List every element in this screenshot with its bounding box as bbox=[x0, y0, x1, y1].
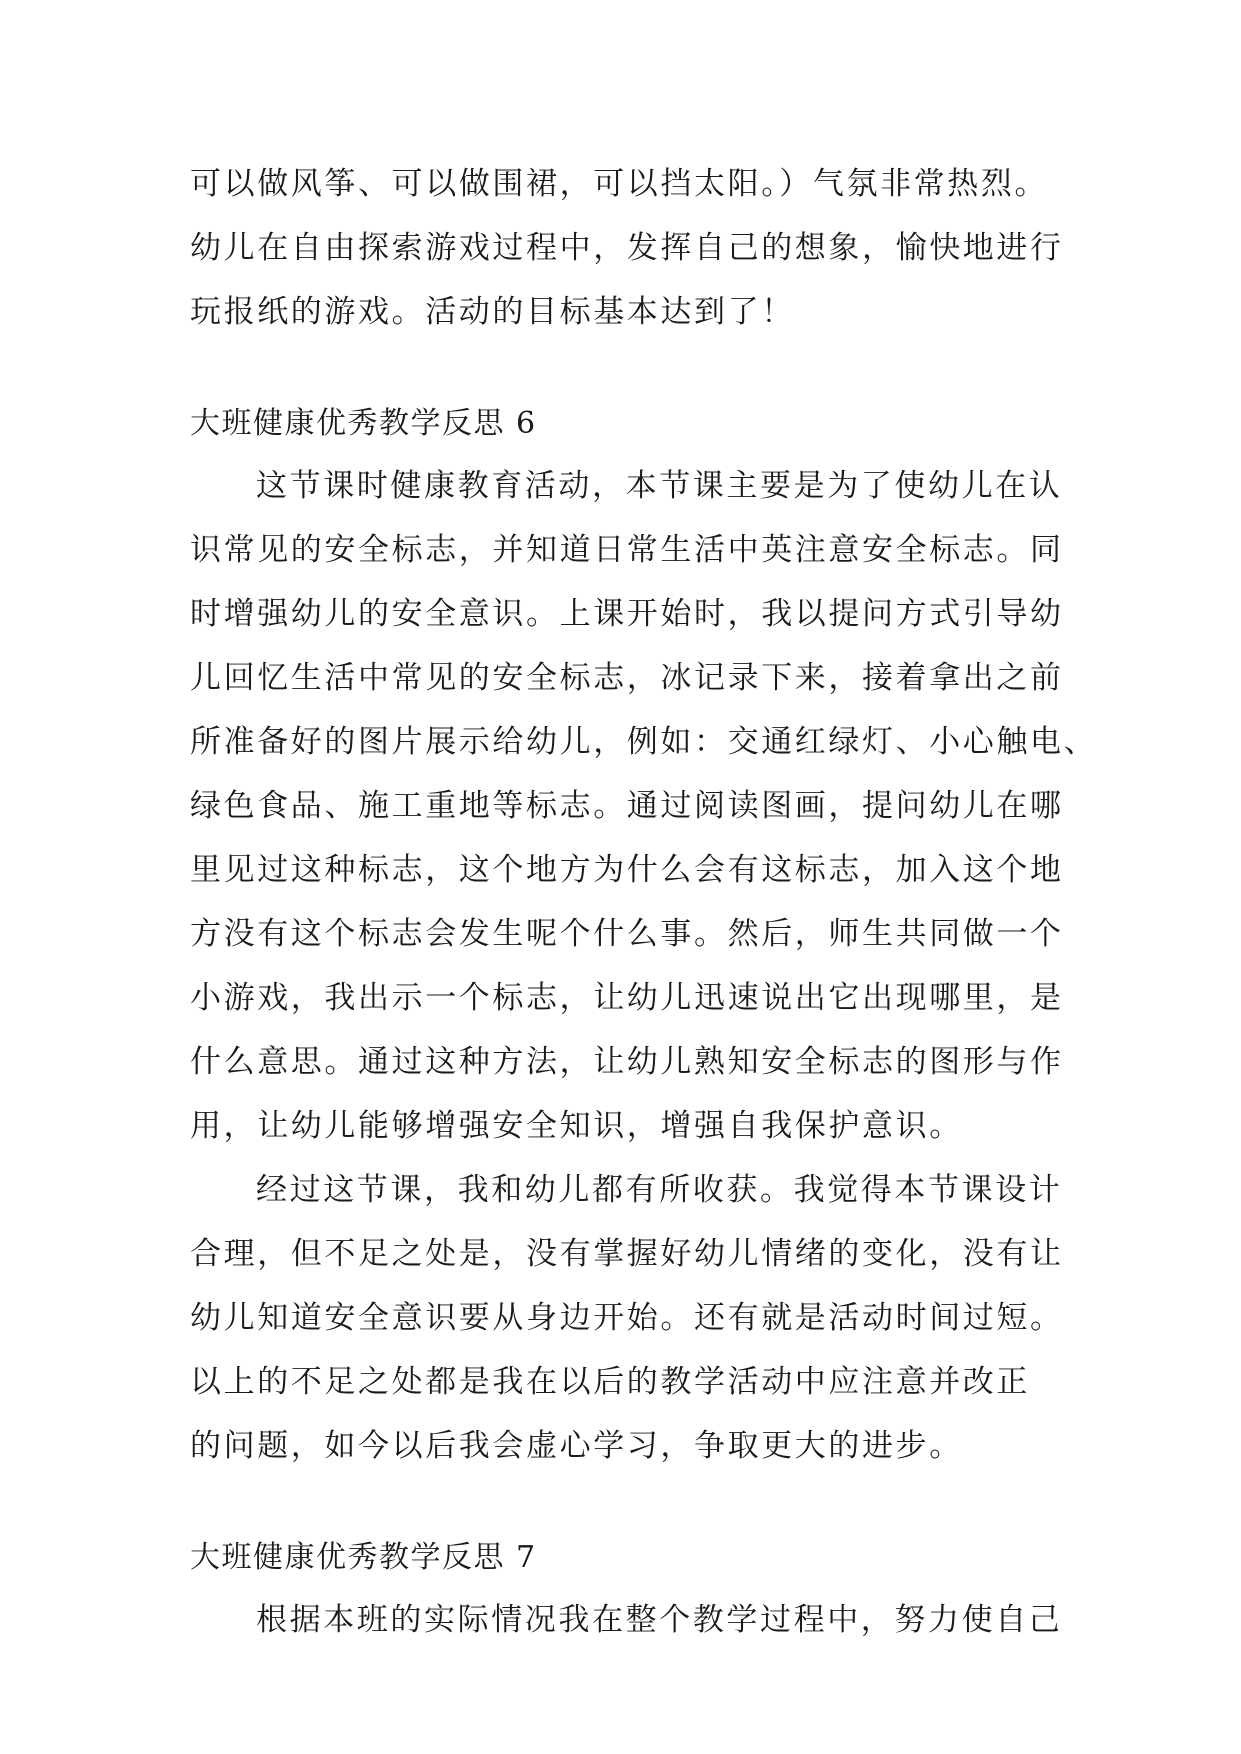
section-6-para1-line-11: 用，让幼儿能够增强安全知识，增强自我保护意识。 bbox=[190, 1108, 963, 1144]
intro-line-3: 玩报纸的游戏。活动的目标基本达到了！ bbox=[190, 294, 795, 330]
section-6-para2-line-2: 合理，但不足之处是，没有掌握好幼儿情绪的变化，没有让 bbox=[190, 1236, 1064, 1272]
section-7-para1-line-1: 根据本班的实际情况我在整个教学过程中，努力使自己 bbox=[256, 1602, 1063, 1638]
section-6-para1-line-5: 所准备好的图片展示给幼儿，例如：交通红绿灯、小心触电、 bbox=[190, 724, 1098, 760]
section-6-para1-line-7: 里见过这种标志，这个地方为什么会有这标志，加入这个地 bbox=[190, 852, 1064, 888]
section-6-para2-line-4: 以上的不足之处都是我在以后的教学活动中应注意并改正 bbox=[190, 1364, 1030, 1400]
section-6-para1-line-2: 识常见的安全标志，并知道日常生活中英注意安全标志。同 bbox=[190, 532, 1064, 568]
section-6-para1-line-6: 绿色食品、施工重地等标志。通过阅读图画，提问幼儿在哪 bbox=[190, 788, 1064, 824]
section-6-para2-line-3: 幼儿知道安全意识要从身边开始。还有就是活动时间过短。 bbox=[190, 1300, 1064, 1336]
section-6-para2-line-5: 的问题，如今以后我会虚心学习，争取更大的进步。 bbox=[190, 1428, 963, 1464]
section-6-para1-line-4: 儿回忆生活中常见的安全标志，冰记录下来，接着拿出之前 bbox=[190, 660, 1064, 696]
section-6-para2-line-1: 经过这节课，我和幼儿都有所收获。我觉得本节课设计 bbox=[256, 1172, 1063, 1208]
section-6-para1-line-9: 小游戏，我出示一个标志，让幼儿迅速说出它出现哪里，是 bbox=[190, 980, 1064, 1016]
intro-line-1: 可以做风筝、可以做围裙，可以挡太阳。）气氛非常热烈。 bbox=[190, 166, 1049, 202]
section-7-heading: 大班健康优秀教学反思 7 bbox=[190, 1540, 537, 1575]
section-6-para1-line-1: 这节课时健康教育活动，本节课主要是为了使幼儿在认 bbox=[256, 468, 1063, 504]
section-6-para1-line-10: 什么意思。通过这种方法，让幼儿熟知安全标志的图形与作 bbox=[190, 1044, 1064, 1080]
section-6-para1-line-8: 方没有这个标志会发生呢个什么事。然后，师生共同做一个 bbox=[190, 916, 1064, 952]
intro-line-2: 幼儿在自由探索游戏过程中，发挥自己的想象，愉快地进行 bbox=[190, 230, 1064, 266]
section-6-para1-line-3: 时增强幼儿的安全意识。上课开始时，我以提问方式引导幼 bbox=[190, 596, 1064, 632]
section-6-heading: 大班健康优秀教学反思 6 bbox=[190, 406, 537, 441]
